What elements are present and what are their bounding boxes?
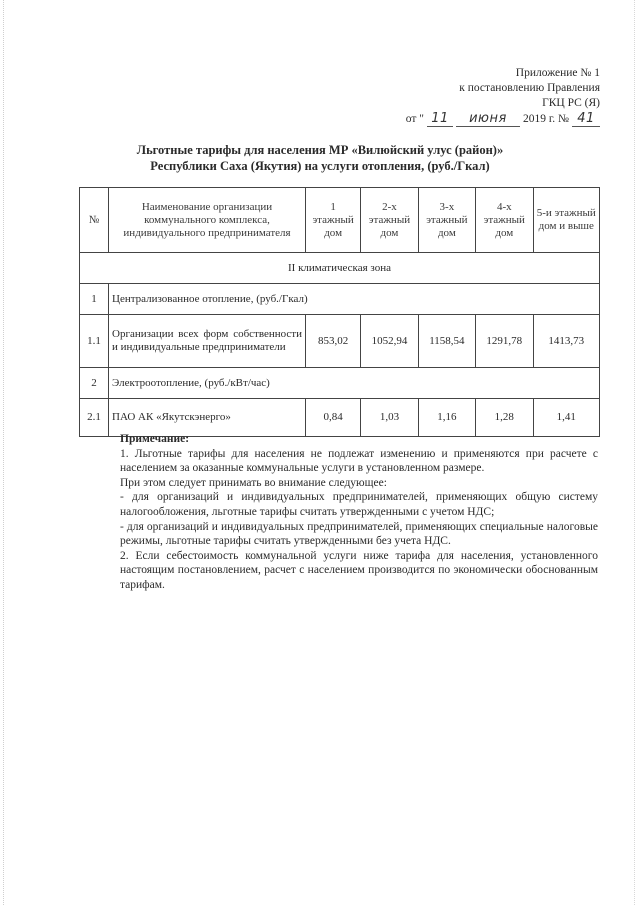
date-year: 2019 г. № (522, 113, 569, 125)
organization-name: Организации всех форм собственности и индивидуальные предприниматели (109, 315, 306, 368)
tariff-3-floor: 1,16 (418, 399, 475, 437)
tariff-5-floor-plus: 1,41 (533, 399, 600, 437)
section-title: Электроотопление, (руб./кВт/час) (109, 368, 600, 399)
note-paragraph: 1. Льготные тарифы для населения не подлежат изменению и применяются при расчете с населением за оказанные коммунальные услуги в установленном размере. (120, 447, 598, 475)
appendix-header (406, 66, 600, 127)
resolution-number-handwritten: 41 (572, 111, 600, 127)
header-4-floor: 4-х этажный дом (476, 188, 533, 253)
section-title: Централизованное отопление, (руб./Гкал) (109, 284, 600, 315)
header-1-floor: 1 этажный дом (306, 188, 361, 253)
appendix-number: Приложение № 1 (515, 67, 600, 79)
date-day-handwritten: 11 (427, 111, 453, 127)
table-row (80, 284, 600, 315)
organization-name: ПАО АК «Якутскэнерго» (109, 399, 306, 437)
header-number: № (80, 188, 109, 253)
row-number: 2.1 (80, 399, 109, 437)
table-row (80, 399, 600, 437)
tariff-4-floor: 1,28 (476, 399, 533, 437)
title-line-2: Республики Саха (Якутия) на услуги отопления, (руб./Гкал) (150, 159, 490, 173)
note-paragraph: - для организаций и индивидуальных предпринимателей, применяющих специальные налоговые режимы, льготные тарифы считать утвержденными без учета НДС. (120, 520, 598, 548)
table-row (80, 315, 600, 368)
table-row (80, 368, 600, 399)
header-3-floor: 3-х этажный дом (418, 188, 475, 253)
table-row-zone (80, 253, 600, 284)
resolution-date (406, 111, 600, 127)
tariff-4-floor: 1291,78 (476, 315, 533, 368)
tariff-2-floor: 1052,94 (361, 315, 418, 368)
note-paragraph: - для организаций и индивидуальных предпринимателей, применяющих общую систему налогообложения, льготные тарифы считать утвержденными с учетом НДС; (120, 491, 598, 518)
header-2-floor: 2-х этажный дом (361, 188, 418, 253)
authority-name: ГКЦ РС (Я) (542, 97, 600, 109)
scan-edge-right (634, 0, 636, 905)
tariff-table (79, 187, 600, 437)
tariff-3-floor: 1158,54 (418, 315, 475, 368)
row-number: 1.1 (80, 315, 109, 368)
table-header-row (80, 188, 600, 253)
climate-zone: II климатическая зона (80, 253, 600, 284)
scan-edge-left (3, 0, 5, 905)
notes-section (120, 432, 598, 593)
title-line-1: Льготные тарифы для населения МР «Вилюйский улус (район)» (136, 143, 504, 157)
document-title (70, 142, 570, 174)
tariff-1-floor: 0,84 (306, 399, 361, 437)
header-5-floor-plus: 5-и этажный дом и выше (533, 188, 600, 253)
row-number: 1 (80, 284, 109, 315)
date-month-handwritten: июня (456, 111, 520, 127)
note-paragraph: При этом следует принимать во внимание следующее: (120, 476, 387, 489)
note-paragraph: 2. Если себестоимость коммунальной услуги ниже тарифа для населения, установленного настоящим постановлением, расчет с населением производится по экономически обоснованным тарифам. (120, 549, 598, 591)
tariff-2-floor: 1,03 (361, 399, 418, 437)
row-number: 2 (80, 368, 109, 399)
notes-title: Примечание: (120, 433, 190, 445)
appendix-reference: к постановлению Правления (459, 82, 600, 94)
header-organization: Наименование организации коммунального комплекса, индивидуального предпринимателя (109, 188, 306, 253)
tariff-1-floor: 853,02 (306, 315, 361, 368)
tariff-5-floor-plus: 1413,73 (533, 315, 600, 368)
date-prefix: от " (405, 113, 424, 125)
